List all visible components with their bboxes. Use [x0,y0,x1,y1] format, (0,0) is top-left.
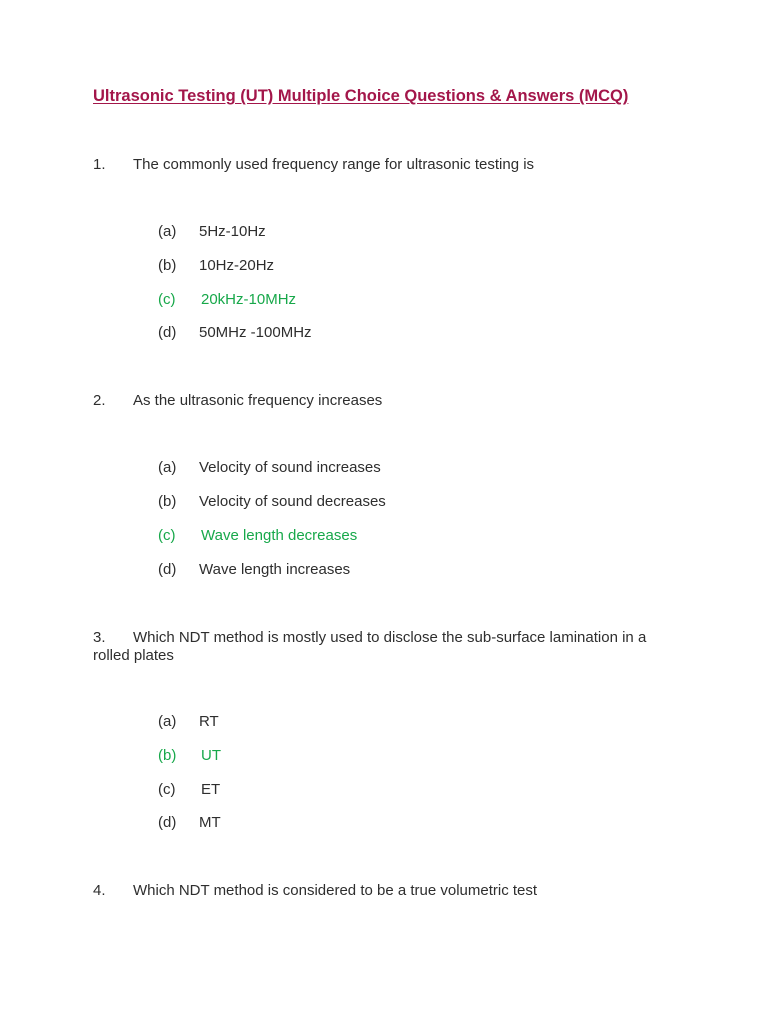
question-number: 1. [93,156,106,173]
option-text: Wave length increases [199,561,351,578]
question-3-option-c [158,781,220,798]
question-3-option-a [158,713,219,730]
option-label: (d) [158,324,177,341]
option-label: (b) [158,257,177,274]
question-2-option-d [158,561,350,578]
option-text: 50MHz -100MHz [199,324,312,341]
option-label: (d) [158,561,177,578]
question-1-option-a [158,223,266,240]
question-3-option-b-correct [158,747,221,764]
question-3 [93,629,683,664]
question-2-option-a [158,459,381,476]
question-4 [93,882,683,900]
option-label: (c) [158,781,176,798]
option-label: (c) [158,527,176,544]
option-text: Velocity of sound decreases [199,493,386,510]
option-label: (a) [158,459,177,476]
question-1-option-c-correct [158,291,296,308]
option-text: MT [199,814,221,831]
question-2-option-c-correct [158,527,357,544]
option-text: UT [201,747,221,764]
question-2-option-b [158,493,386,510]
question-3-option-d [158,814,221,831]
option-text: Wave length decreases [201,527,358,544]
option-label: (a) [158,713,177,730]
option-text: ET [201,781,221,798]
option-text: 5Hz-10Hz [199,223,266,240]
question-number: 2. [93,392,106,409]
option-label: (d) [158,814,177,831]
question-1-option-b [158,257,274,274]
option-text: 20kHz-10MHz [201,291,297,308]
question-1 [93,156,683,174]
option-label: (c) [158,291,176,308]
question-text: The commonly used frequency range for ultrasonic testing is [133,156,535,173]
option-text: RT [199,713,219,730]
question-text: Which NDT method is mostly used to disclose the sub-surface lamination in a rolled plates [93,629,647,664]
option-text: 10Hz-20Hz [199,257,275,274]
question-number: 3. [93,629,106,646]
question-text: Which NDT method is considered to be a true volumetric test [133,882,538,899]
question-number: 4. [93,882,106,899]
page-title: Ultrasonic Testing (UT) Multiple Choice Questions & Answers (MCQ) [93,87,629,105]
option-label: (a) [158,223,177,240]
option-label: (b) [158,493,177,510]
question-1-option-d [158,324,312,341]
option-text: Velocity of sound increases [199,459,381,476]
option-label: (b) [158,747,177,764]
question-text: As the ultrasonic frequency increases [133,392,383,409]
question-2 [93,392,683,410]
